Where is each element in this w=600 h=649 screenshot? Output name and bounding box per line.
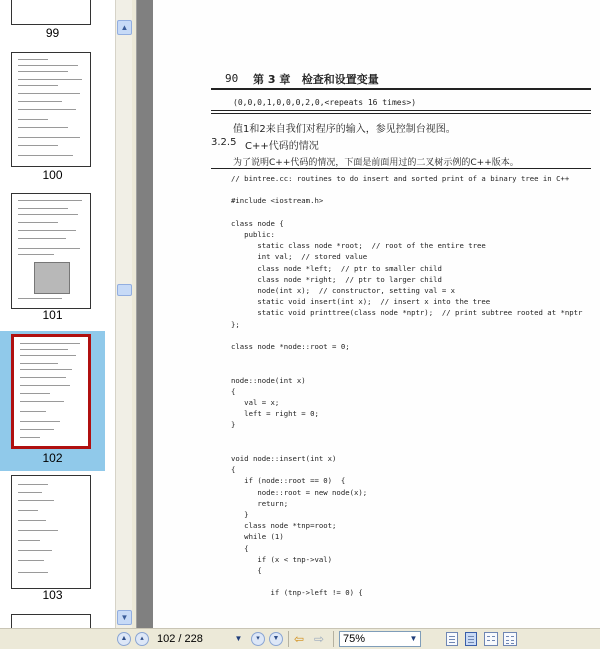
code-line: class node *node::root = 0; <box>231 342 350 351</box>
page-number-field[interactable]: 102 / 228 <box>157 633 203 645</box>
section-number: 3.2.5 <box>211 137 237 148</box>
first-page-icon[interactable]: ▲ <box>117 632 131 646</box>
thumbnail-page-image <box>11 193 91 309</box>
code-line: class node *right; // ptr to larger child <box>231 274 442 284</box>
code-line: node::root = new node(x); <box>231 487 368 497</box>
code-line: }; <box>231 319 240 329</box>
code-line: #include <iostream.h> <box>231 196 324 206</box>
code-line: int val; // stored value <box>231 252 368 262</box>
single-page-icon[interactable] <box>446 632 458 646</box>
navigation-toolbar <box>0 628 600 649</box>
scrollbar-thumb[interactable] <box>117 284 132 296</box>
scroll-up-icon[interactable]: ▲ <box>117 20 132 35</box>
thumbnail-page-image <box>11 475 91 589</box>
code-line: class node *tnp=root; <box>231 521 337 531</box>
code-line: class node { <box>231 218 284 228</box>
result-line: (0,0,0,1,0,0,0,2,0,<repeats 16 times>) <box>233 98 417 107</box>
page-dropdown-icon[interactable]: ▼ <box>234 634 243 643</box>
code-line: node(int x); // constructor, setting val = x <box>231 286 456 295</box>
thumbnail-label: 99 <box>45 26 60 40</box>
code-line: { <box>231 386 236 396</box>
intro-text: 值1和2来自我们对程序的输入，参见控制台视图。 <box>233 124 456 135</box>
code-line: return; <box>231 498 289 508</box>
code-line: } <box>231 510 249 519</box>
code-line: node::node(int x) <box>231 375 306 385</box>
code-line: while (1) <box>231 532 284 542</box>
page-number: 90 <box>225 72 239 85</box>
next-page-icon[interactable]: ▾ <box>251 632 265 646</box>
thumbnail-label: 103 <box>42 588 63 602</box>
thumbnail-page-image <box>11 614 91 628</box>
code-line: } <box>231 420 236 430</box>
code-line: left = right = 0; <box>231 409 319 419</box>
prev-page-icon[interactable]: ▴ <box>135 632 149 646</box>
thumbnail-pane[interactable] <box>0 0 115 628</box>
code-line: { <box>231 465 236 475</box>
code-line: if (tnp->left != 0) { <box>231 588 363 598</box>
thumbnail-label: 102 <box>42 451 63 465</box>
section-title: C++代码的情况 <box>245 141 319 152</box>
thumbnail-page-image <box>11 52 91 167</box>
code-line: val = x; <box>231 398 280 407</box>
section-description: 为了说明C++代码的情况，下面是前面用过的二叉树示例的C++版本。 <box>233 158 519 168</box>
thumbnail-label: 101 <box>42 308 63 322</box>
thumbnail-102[interactable] <box>0 331 105 471</box>
thumbnail-partial[interactable] <box>0 612 105 628</box>
zoom-field[interactable]: 75% <box>339 631 421 647</box>
zoom-dropdown-icon[interactable]: ▼ <box>409 634 418 643</box>
thumbnail-103[interactable] <box>0 472 105 602</box>
thumbnail-100[interactable] <box>0 48 105 182</box>
code-line: void node::insert(int x) <box>231 454 337 463</box>
facing-icon[interactable] <box>484 632 498 646</box>
chapter-heading: 第 3 章 检查和设置变量 <box>253 73 379 86</box>
code-line: static void printtree(class node *nptr); // print subtree rooted at *nptr <box>231 308 583 318</box>
thumbnail-page-image <box>11 0 91 25</box>
code-line: { <box>231 543 249 553</box>
code-line: { <box>231 566 262 575</box>
back-icon[interactable]: ⇦ <box>294 632 305 646</box>
continuous-facing-icon[interactable] <box>503 632 517 646</box>
code-line: public: <box>231 230 275 239</box>
thumbnail-99[interactable] <box>0 0 105 42</box>
thumbnail-101[interactable] <box>0 190 105 324</box>
thumbnail-label: 100 <box>42 168 63 182</box>
scroll-down-icon[interactable]: ▼ <box>117 610 132 625</box>
code-line: class node *left; // ptr to smaller child <box>231 263 442 273</box>
document-page <box>153 0 600 628</box>
forward-icon[interactable]: ⇨ <box>314 632 325 646</box>
document-view[interactable] <box>137 0 600 628</box>
code-line: if (x < tnp->val) <box>231 554 333 564</box>
code-line: if (node::root == 0) { <box>231 476 346 486</box>
code-line: static void insert(int x); // insert x into the tree <box>231 297 491 307</box>
thumbnail-scrollbar[interactable] <box>115 0 133 628</box>
code-line: // bintree.cc: routines to do insert and sorted print of a binary tree in C++ <box>231 174 570 183</box>
continuous-icon[interactable] <box>465 632 477 646</box>
last-page-icon[interactable]: ▼ <box>269 632 283 646</box>
code-line: static class node *root; // root of the entire tree <box>231 241 486 251</box>
thumbnail-page-image <box>11 334 91 449</box>
